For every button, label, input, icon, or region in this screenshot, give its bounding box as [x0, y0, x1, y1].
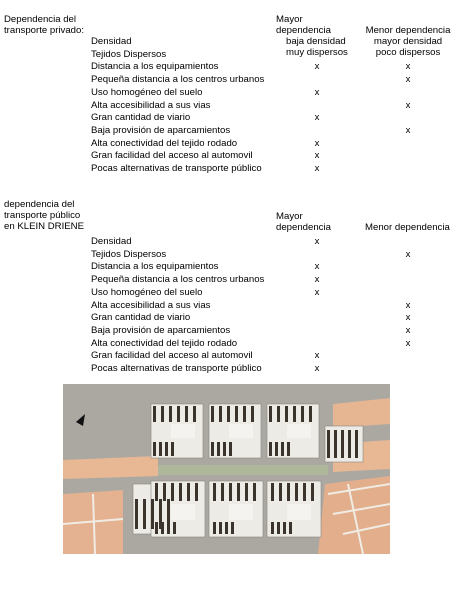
section1-col2-header-line: Menor dependencia: [365, 25, 451, 36]
model-building: [289, 522, 292, 534]
section1-title: [4, 14, 84, 36]
row-label: Uso homogéneo del suelo: [91, 86, 203, 98]
model-building: [221, 483, 224, 501]
section1-title-line1: Dependencia del: [4, 14, 77, 25]
model-building: [327, 430, 330, 458]
model-building: [293, 406, 296, 422]
model-building: [163, 483, 166, 501]
row-label: Gran facilidad del acceso al automovil: [91, 350, 253, 362]
model-building: [271, 483, 274, 501]
section2-title-line: transporte público: [4, 210, 81, 221]
model-building: [245, 483, 248, 501]
urban-model-photo: [63, 384, 390, 554]
model-building: [187, 483, 190, 501]
row-mark-col1: x: [314, 150, 320, 162]
model-building: [225, 522, 228, 534]
model-building: [193, 406, 196, 422]
section2-col1-header-line: Mayor: [276, 211, 303, 222]
row-mark-col2: x: [405, 312, 411, 324]
row-label: Alta accesibilidad a sus vias: [91, 99, 211, 111]
model-building: [295, 483, 298, 501]
row-label: Pequeña distancia a los centros urbanos: [91, 74, 265, 86]
model-building: [251, 406, 254, 422]
row-mark-col2: x: [405, 99, 411, 111]
model-building: [179, 483, 182, 501]
section1-col1-header-line: muy dispersos: [286, 47, 348, 58]
section1-col1-header: [276, 14, 348, 58]
model-building: [229, 483, 232, 501]
model-building: [243, 406, 246, 422]
row-label: Alta conectividad del tejido rodado: [91, 337, 238, 349]
row-mark-col2: x: [405, 324, 411, 336]
model-building: [213, 522, 216, 534]
model-building: [277, 406, 280, 422]
model-building: [277, 522, 280, 534]
section1-col2-header: [362, 25, 454, 58]
row-label: Pocas alternativas de transporte público: [91, 163, 262, 174]
model-building: [287, 442, 290, 456]
model-building: [185, 406, 188, 422]
row-mark-col2: x: [405, 61, 411, 73]
section2-title-line: en KLEIN DRIENE: [4, 221, 84, 232]
row-label: Pocas alternativas de transporte público: [91, 363, 262, 374]
row-label: Tejidos Dispersos: [91, 248, 167, 260]
row-label: Tejidos Dispersos: [91, 48, 167, 60]
model-building: [348, 430, 351, 458]
model-building: [211, 442, 214, 456]
model-building: [223, 442, 226, 456]
model-building: [281, 442, 284, 456]
model-building: [171, 442, 174, 456]
model-building: [143, 499, 146, 529]
model-building: [301, 406, 304, 422]
model-building: [334, 430, 337, 458]
model-building: [195, 483, 198, 501]
model-building: [309, 406, 312, 422]
model-building: [227, 406, 230, 422]
section2-col2-header-line: Menor dependencia: [365, 222, 450, 233]
row-label: Pequeña distancia a los centros urbanos: [91, 274, 265, 286]
model-building: [219, 522, 222, 534]
model-building: [171, 483, 174, 501]
row-mark-col1: x: [314, 137, 320, 149]
row-label: Uso homogéneo del suelo: [91, 286, 203, 298]
row-mark-col1: x: [314, 86, 320, 98]
row-mark-col1: x: [314, 363, 320, 374]
model-building: [161, 406, 164, 422]
model-building: [155, 483, 158, 501]
row-label: Gran cantidad de viario: [91, 112, 191, 124]
row-mark-col1: x: [314, 236, 320, 247]
section2-col1-header-line: dependencia: [276, 222, 331, 233]
model-building: [213, 483, 216, 501]
model-building: [167, 522, 170, 534]
model-building: [161, 522, 164, 534]
row-mark-col2: x: [405, 74, 411, 86]
row-mark-col1: x: [314, 286, 320, 298]
model-building: [151, 499, 154, 529]
model-building: [303, 483, 306, 501]
model-building: [229, 442, 232, 456]
row-mark-col1: x: [314, 261, 320, 273]
section2-title-line: dependencia del: [4, 199, 75, 210]
model-building: [155, 522, 158, 534]
model-building: [217, 442, 220, 456]
model-building: [169, 406, 172, 422]
model-building: [355, 430, 358, 458]
model-building: [219, 406, 222, 422]
section1-col1-header-line: baja densidad: [286, 36, 346, 47]
section2-col2-header: [365, 222, 450, 233]
model-building: [153, 406, 156, 422]
row-label: Alta accesibilidad a sus vias: [91, 299, 211, 311]
model-building: [135, 499, 138, 529]
model-building: [211, 406, 214, 422]
section2-title: [4, 199, 84, 232]
row-label: Alta conectividad del tejido rodado: [91, 137, 238, 149]
model-building: [287, 483, 290, 501]
model-building: [177, 406, 180, 422]
row-label: Gran facilidad del acceso al automovil: [91, 150, 253, 162]
section1-title-line2: transporte privado:: [4, 25, 84, 36]
model-building: [231, 522, 234, 534]
row-mark-col1: x: [314, 112, 320, 124]
row-label: Densidad: [91, 236, 132, 247]
model-building: [173, 522, 176, 534]
model-building: [253, 483, 256, 501]
section1-col1-header-line: dependencia: [276, 25, 331, 36]
row-mark-col2: x: [405, 299, 411, 311]
row-mark-col1: x: [314, 163, 320, 174]
row-mark-col2: x: [405, 248, 411, 260]
row-mark-col2: x: [405, 337, 411, 349]
section1-col2-header-line: poco dispersos: [375, 47, 441, 58]
model-building: [269, 406, 272, 422]
model-building: [237, 483, 240, 501]
model-building: [153, 442, 156, 456]
row-label: Densidad: [91, 36, 132, 47]
model-building: [235, 406, 238, 422]
model-building: [311, 483, 314, 501]
model-building: [283, 522, 286, 534]
model-building: [271, 522, 274, 534]
row-label: Baja provisión de aparcamientos: [91, 324, 231, 336]
row-label: Distancia a los equipamientos: [91, 261, 219, 273]
model-building: [285, 406, 288, 422]
section2-col1-header: [276, 211, 331, 233]
row-label: Baja provisión de aparcamientos: [91, 124, 231, 136]
model-building: [165, 442, 168, 456]
section1-col1-header-line: Mayor: [276, 14, 303, 25]
row-mark-col1: x: [314, 350, 320, 362]
model-building: [269, 442, 272, 456]
section1-col2-header-line: mayor densidad: [373, 36, 443, 47]
row-label: Distancia a los equipamientos: [91, 61, 219, 73]
row-mark-col2: x: [405, 124, 411, 136]
model-building: [275, 442, 278, 456]
row-mark-col1: x: [314, 274, 320, 286]
model-building: [159, 442, 162, 456]
row-mark-col1: x: [314, 61, 320, 73]
row-label: Gran cantidad de viario: [91, 312, 191, 324]
model-building: [279, 483, 282, 501]
model-building: [341, 430, 344, 458]
